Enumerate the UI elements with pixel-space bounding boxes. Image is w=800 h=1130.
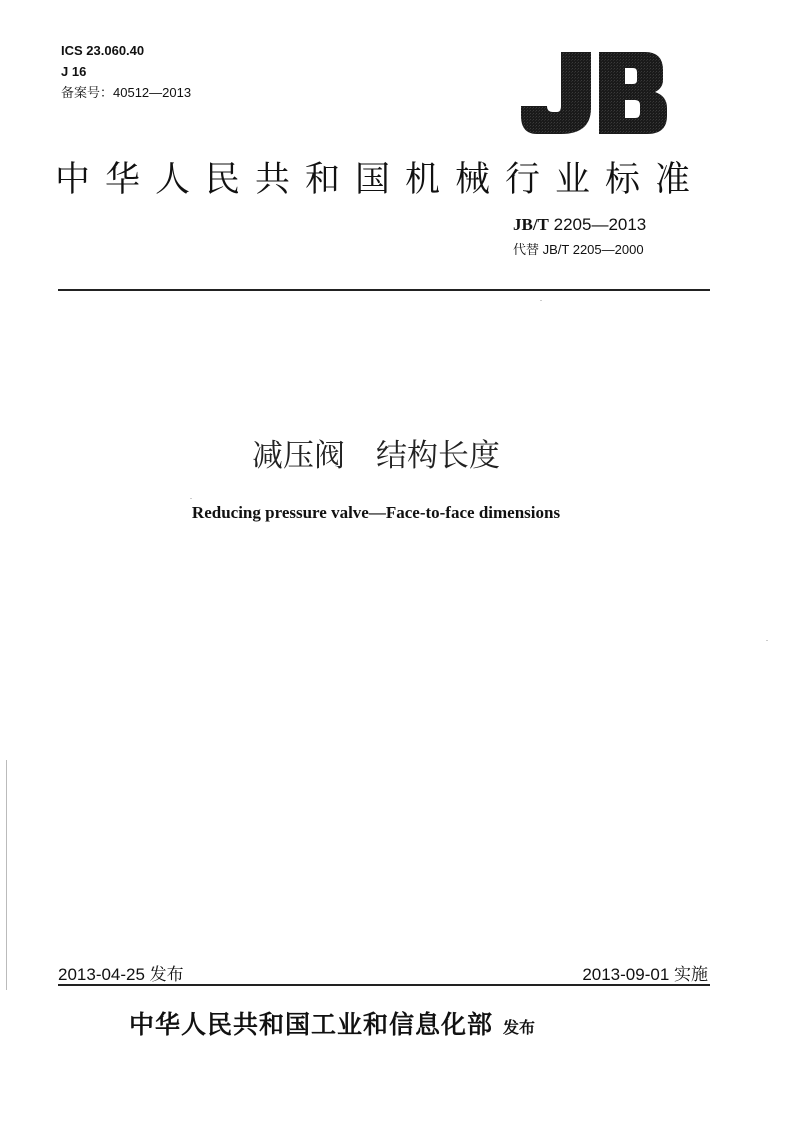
standard-number: 2205—2013 [548,215,647,234]
classification-block [61,40,191,103]
ccs-code: J 16 [61,64,87,79]
ics-code: ICS 23.060.40 [61,43,145,58]
standard-code [513,215,646,235]
chinese-title: 减压阀 结构长度 [252,438,500,474]
standard-prefix: JB/T [513,215,549,234]
scan-speck [766,640,768,641]
issuer-name: 中华人民共和国工业和信息化部 [129,1010,494,1039]
issuer-suffix: 发布 [503,1018,536,1037]
record-number: 备案号：40512—2013 [61,85,192,100]
implementation-date: 2013-09-01 实施 [582,965,708,984]
scan-speck [190,498,192,499]
logo-letter-j [521,52,591,134]
english-title: Reducing pressure valve—Face-to-face dimensions [191,503,561,522]
publication-date: 2013-04-25 发布 [58,965,184,984]
scan-artifact-line [6,760,7,990]
scan-speck [540,300,542,301]
replaces-standard: 代替 JB/T 2205—2000 [513,242,644,257]
issuing-authority [129,1005,535,1041]
standard-number-block [513,215,646,258]
industry-standard-title: 中华人民共和国机械行业标准 [55,160,706,200]
top-divider [58,289,710,291]
jb-logo [521,50,667,134]
bottom-divider [58,984,710,986]
logo-letter-b [599,52,667,134]
